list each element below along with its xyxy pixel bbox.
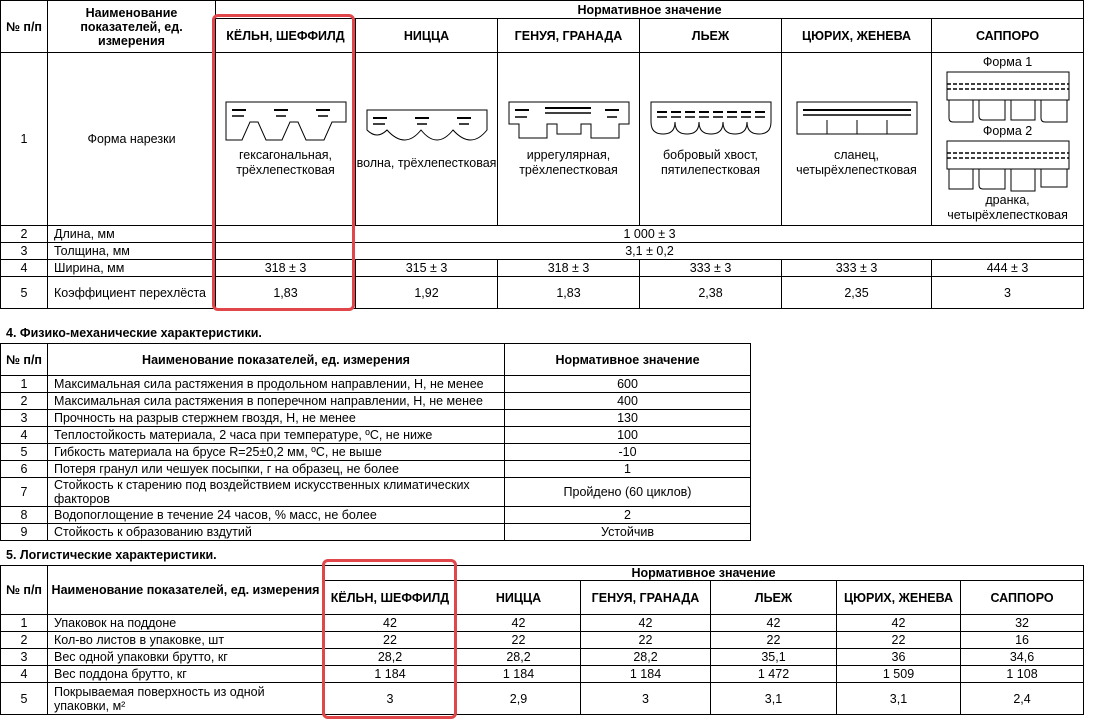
table-row-value: 28,2 — [581, 649, 711, 666]
name-header: Наименование показателей, ед. измерения — [48, 344, 505, 376]
col-liege: ЛЬЕЖ — [711, 581, 837, 615]
table-row-name: Стойкость к образованию вздутий — [48, 524, 505, 541]
sapporo-form1-label: Форма 1 — [982, 55, 1033, 69]
logistics-table — [0, 565, 1084, 715]
table-row-name: Упаковок на поддоне — [48, 615, 324, 632]
col-nice: НИЦЦА — [356, 19, 498, 53]
table-row-value: 3,1 — [711, 683, 837, 715]
value-header: Нормативное значение — [505, 344, 751, 376]
table-row-no: 3 — [1, 649, 48, 666]
cut-sapporo — [932, 53, 1084, 226]
sapporo-form2-icon — [945, 139, 1071, 193]
table-row-value: 22 — [581, 632, 711, 649]
row2-name: Длина, мм — [48, 226, 216, 243]
table-row-value: 1 184 — [581, 666, 711, 683]
section4-title: 4. Физико-механические характеристики. — [6, 326, 262, 340]
row4-name: Ширина, мм — [48, 260, 216, 277]
cut-beaver-tail — [640, 53, 782, 226]
table-row-name: Прочность на разрыв стержнем гвоздя, Н, не менее — [48, 410, 505, 427]
row5-no: 5 — [1, 277, 48, 309]
col-liege: ЛЬЕЖ — [640, 19, 782, 53]
col-nice: НИЦЦА — [457, 581, 581, 615]
table-row-name: Покрываемая поверхность из одной упаковки, м² — [48, 683, 324, 715]
table-row-value: 1 108 — [961, 666, 1084, 683]
table-row-value: 1 — [505, 461, 751, 478]
cut-hexagonal — [216, 53, 356, 226]
table-row-name: Максимальная сила растяжения в поперечном направлении, Н, не менее — [48, 393, 505, 410]
table-row-value: 600 — [505, 376, 751, 393]
table-row-value: Пройдено (60 циклов) — [505, 478, 751, 507]
table-row-value: 42 — [581, 615, 711, 632]
col-sapporo: САППОРО — [932, 19, 1084, 53]
no-header: № п/п — [1, 344, 48, 376]
col-zurich: ЦЮРИХ, ЖЕНЕВА — [837, 581, 961, 615]
table-row-value: 42 — [711, 615, 837, 632]
table-row-no: 1 — [1, 615, 48, 632]
table-row-value: 34,6 — [961, 649, 1084, 666]
col-zurich: ЦЮРИХ, ЖЕНЕВА — [782, 19, 932, 53]
col-koeln: КЁЛЬН, ШЕФФИЛД — [324, 581, 457, 615]
row4-value: 318 ± 3 — [216, 260, 356, 277]
col-genoa: ГЕНУЯ, ГРАНАДА — [498, 19, 640, 53]
caption-irregular: иррегулярная, трёхлепестковая — [519, 148, 618, 177]
table-row-no: 2 — [1, 632, 48, 649]
table-row-value: 1 184 — [457, 666, 581, 683]
sapporo-form1-icon — [945, 70, 1071, 124]
col-sapporo: САППОРО — [961, 581, 1084, 615]
table-row-value: 2,9 — [457, 683, 581, 715]
table-row-value: 16 — [961, 632, 1084, 649]
table-row-value: 28,2 — [324, 649, 457, 666]
table-row-value: 3,1 — [837, 683, 961, 715]
table-row-value: 22 — [711, 632, 837, 649]
table-row-value: 35,1 — [711, 649, 837, 666]
cut-wave — [356, 53, 498, 226]
col-koeln: КЁЛЬН, ШЕФФИЛД — [216, 19, 356, 53]
table-row-no: 9 — [1, 524, 48, 541]
table-row-name: Стойкость к старению под воздействием искусственных климатических факторов — [48, 478, 505, 507]
table-row-value: 1 184 — [324, 666, 457, 683]
name-header: Наименование показателей, ед. измерения — [48, 1, 216, 53]
row2-no: 2 — [1, 226, 48, 243]
hexagonal-cut-icon — [224, 100, 348, 144]
table-row-no: 5 — [1, 683, 48, 715]
beaver-tail-cut-icon — [649, 100, 773, 144]
norm-header: Нормативное значение — [216, 1, 1084, 19]
table-row-value: 400 — [505, 393, 751, 410]
section5-title: 5. Логистические характеристики. — [6, 548, 217, 562]
row5-value: 3 — [932, 277, 1084, 309]
table-row-no: 5 — [1, 444, 48, 461]
name-header: Наименование показателей, ед. измерения — [48, 566, 324, 615]
row5-value: 1,83 — [216, 277, 356, 309]
row5-value: 1,92 — [356, 277, 498, 309]
table-row-name: Вес поддона брутто, кг — [48, 666, 324, 683]
caption-sapporo: дранка, четырёхлепестковая — [947, 193, 1068, 222]
table-row-value: 42 — [457, 615, 581, 632]
cut-irregular — [498, 53, 640, 226]
row4-no: 4 — [1, 260, 48, 277]
row4-value: 318 ± 3 — [498, 260, 640, 277]
table-row-value: 22 — [324, 632, 457, 649]
table-row-value: 130 — [505, 410, 751, 427]
table-row-value: 2 — [505, 507, 751, 524]
row1-name: Форма нарезки — [48, 53, 216, 226]
caption-wave: волна, трёхлепестковая — [356, 155, 497, 170]
row5-value: 2,38 — [640, 277, 782, 309]
caption-hexagonal: гексагональная, трёхлепестковая — [236, 148, 335, 177]
table-row-value: 36 — [837, 649, 961, 666]
caption-beaver-tail: бобровый хвост, пятилепестковая — [661, 148, 760, 177]
row5-value: 1,83 — [498, 277, 640, 309]
row1-no: 1 — [1, 53, 48, 226]
table-row-name: Максимальная сила растяжения в продольном направлении, Н, не менее — [48, 376, 505, 393]
table-row-no: 1 — [1, 376, 48, 393]
row3-no: 3 — [1, 243, 48, 260]
table-row-value: 2,4 — [961, 683, 1084, 715]
table-row-value: 100 — [505, 427, 751, 444]
table-row-value: 3 — [324, 683, 457, 715]
row5-name: Коэффициент перехлёста — [48, 277, 216, 309]
no-header: № п/п — [1, 1, 48, 53]
row5-value: 2,35 — [782, 277, 932, 309]
table-row-no: 7 — [1, 478, 48, 507]
table-row-value: 22 — [837, 632, 961, 649]
table-row-value: -10 — [505, 444, 751, 461]
table-row-value: 42 — [837, 615, 961, 632]
table-row-value: 1 472 — [711, 666, 837, 683]
table-row-name: Вес одной упаковки брутто, кг — [48, 649, 324, 666]
table-row-value: 32 — [961, 615, 1084, 632]
row3-name: Толщина, мм — [48, 243, 216, 260]
wave-cut-icon — [365, 108, 489, 152]
table-row-name: Потеря гранул или чешуек посыпки, г на образец, не более — [48, 461, 505, 478]
table-row-no: 4 — [1, 666, 48, 683]
irregular-cut-icon — [507, 100, 631, 144]
table-row-no: 6 — [1, 461, 48, 478]
cut-slate — [782, 53, 932, 226]
caption-slate: сланец, четырёхлепестковая — [796, 148, 917, 177]
row4-value: 315 ± 3 — [356, 260, 498, 277]
table-row-value: Устойчив — [505, 524, 751, 541]
row3-value: 3,1 ± 0,2 — [216, 243, 1084, 260]
table-row-name: Водопоглощение в течение 24 часов, % масс, не более — [48, 507, 505, 524]
table-row-value: 28,2 — [457, 649, 581, 666]
row4-value: 333 ± 3 — [782, 260, 932, 277]
row4-value: 333 ± 3 — [640, 260, 782, 277]
col-genoa: ГЕНУЯ, ГРАНАДА — [581, 581, 711, 615]
table-row-no: 3 — [1, 410, 48, 427]
no-header: № п/п — [1, 566, 48, 615]
table-row-name: Гибкость материала на брусе R=25±0,2 мм, ºС, не выше — [48, 444, 505, 461]
table-row-value: 42 — [324, 615, 457, 632]
row4-value: 444 ± 3 — [932, 260, 1084, 277]
table-row-value: 1 509 — [837, 666, 961, 683]
norm-header: Нормативное значение — [324, 566, 1084, 581]
table-row-value: 22 — [457, 632, 581, 649]
table-row-value: 3 — [581, 683, 711, 715]
table-row-no: 4 — [1, 427, 48, 444]
sapporo-form2-label: Форма 2 — [982, 124, 1033, 138]
table-row-no: 8 — [1, 507, 48, 524]
shingle-shape-table — [0, 0, 1084, 309]
table-row-name: Теплостойкость материала, 2 часа при температуре, ºС, не ниже — [48, 427, 505, 444]
table-row-name: Кол-во листов в упаковке, шт — [48, 632, 324, 649]
table-row-no: 2 — [1, 393, 48, 410]
slate-cut-icon — [795, 100, 919, 144]
row2-value: 1 000 ± 3 — [216, 226, 1084, 243]
physical-mechanical-table — [0, 343, 751, 541]
